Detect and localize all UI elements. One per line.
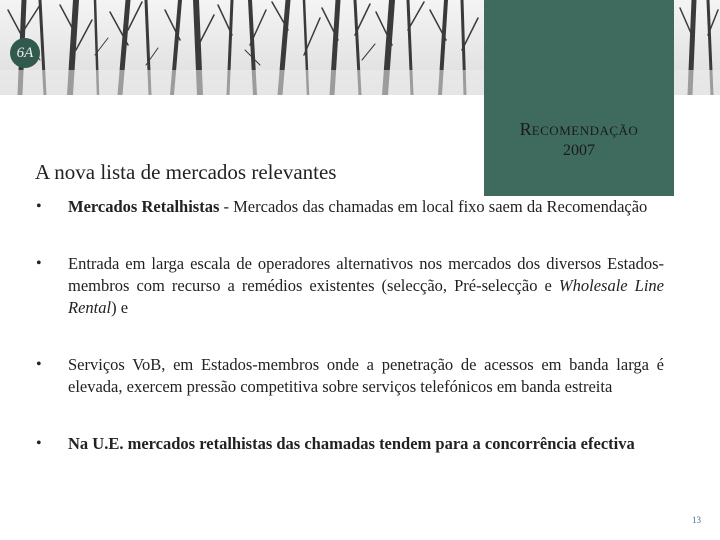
bullet-text: Serviços VoB, em Estados-membros onde a penetração de acessos em banda larga é elevada, exercem pressão competitiva sobre serviços telefónicos em banda estreita xyxy=(68,355,664,396)
bullet-item xyxy=(36,433,664,455)
recommendation-word-rest: ECOMENDAÇÃO xyxy=(531,123,639,138)
recommendation-label xyxy=(484,118,674,161)
recommendation-green-box xyxy=(484,0,674,196)
page-number: 13 xyxy=(692,515,701,525)
bullet-bold-text: Mercados Retalhistas xyxy=(68,197,220,216)
bullet-item xyxy=(36,253,664,319)
bullet-list xyxy=(36,196,664,455)
recommendation-first-letter: R xyxy=(519,119,532,139)
bullet-text: - Mercados das chamadas em local fixo saem da Recomendação xyxy=(219,197,648,216)
recommendation-year: 2007 xyxy=(563,142,595,159)
bullet-bold-text: Na U.E. mercados retalhistas das chamadas tendem para a concorrência efectiva xyxy=(68,434,635,453)
slide-title: A nova lista de mercados relevantes xyxy=(35,160,337,184)
bullet-text-tail: ) e xyxy=(111,298,129,317)
company-logo: 6A xyxy=(10,38,40,68)
bullet-italic-text: Wholesale Line Rental xyxy=(68,276,664,317)
bullet-item xyxy=(36,196,664,218)
bullet-text: Entrada em larga escala de operadores alternativos nos mercados dos diversos Estados-membros com recurso a remédios existentes (selecção, Pré-selecção e xyxy=(68,254,664,295)
bullet-item xyxy=(36,354,664,398)
